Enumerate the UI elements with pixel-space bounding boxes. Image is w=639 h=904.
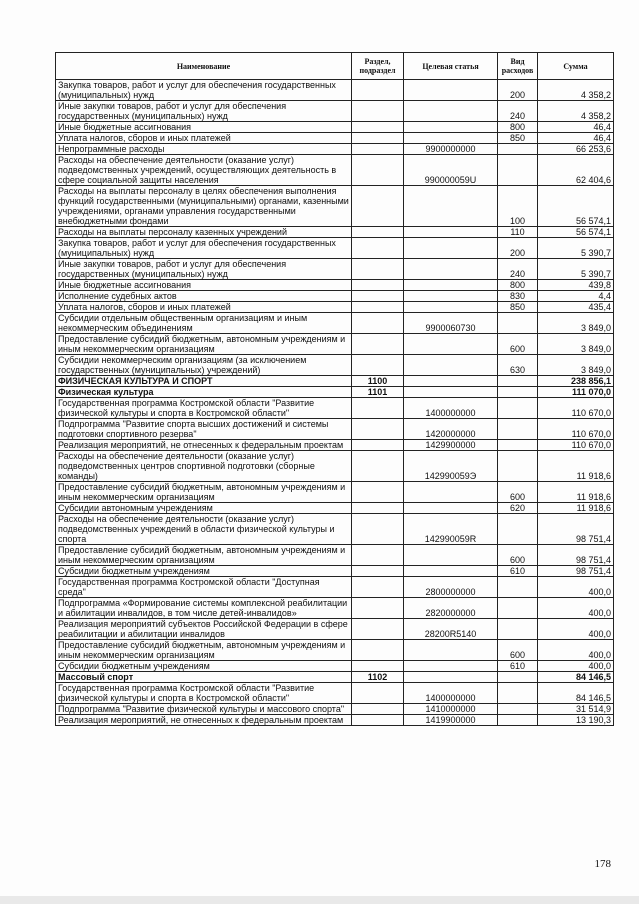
row-section-cell xyxy=(352,545,404,566)
scan-edge xyxy=(0,896,639,904)
row-section-cell xyxy=(352,291,404,302)
row-kind-cell: 200 xyxy=(498,80,538,101)
table-row xyxy=(56,715,614,726)
table-row xyxy=(56,577,614,598)
row-kind-cell xyxy=(498,387,538,398)
row-kind-cell xyxy=(498,598,538,619)
row-sum-cell: 400,0 xyxy=(538,598,614,619)
row-name-cell: ФИЗИЧЕСКАЯ КУЛЬТУРА И СПОРТ xyxy=(56,376,352,387)
row-kind-cell xyxy=(498,155,538,186)
table-header-row xyxy=(56,53,614,80)
row-sum-cell: 98 751,4 xyxy=(538,514,614,545)
row-sum-cell: 4 358,2 xyxy=(538,80,614,101)
row-sum-cell: 435,4 xyxy=(538,302,614,313)
row-target-cell: 1400000000 xyxy=(404,683,498,704)
row-target-cell: 142990059R xyxy=(404,514,498,545)
row-sum-cell: 46,4 xyxy=(538,133,614,144)
row-section-cell xyxy=(352,451,404,482)
row-sum-cell: 66 253,6 xyxy=(538,144,614,155)
row-target-cell xyxy=(404,122,498,133)
header-target: Целевая статья xyxy=(404,53,498,80)
row-section-cell xyxy=(352,302,404,313)
row-sum-cell: 11 918,6 xyxy=(538,482,614,503)
row-sum-cell: 56 574,1 xyxy=(538,186,614,227)
row-name-cell: Уплата налогов, сборов и иных платежей xyxy=(56,302,352,313)
row-target-cell xyxy=(404,672,498,683)
row-kind-cell xyxy=(498,376,538,387)
row-target-cell xyxy=(404,101,498,122)
table-row xyxy=(56,227,614,238)
row-target-cell: 1410000000 xyxy=(404,704,498,715)
table-row xyxy=(56,144,614,155)
table-row xyxy=(56,122,614,133)
row-target-cell xyxy=(404,387,498,398)
row-sum-cell: 439,8 xyxy=(538,280,614,291)
page-number: 178 xyxy=(594,858,611,870)
row-sum-cell: 56 574,1 xyxy=(538,227,614,238)
row-section-cell xyxy=(352,398,404,419)
row-name-cell: Государственная программа Костромской области "Развитие физической культуры и спорта в Костромской области" xyxy=(56,398,352,419)
row-section-cell xyxy=(352,440,404,451)
row-kind-cell xyxy=(498,514,538,545)
row-name-cell: Предоставление субсидий бюджетным, автономным учреждениям и иным некоммерческим организациям xyxy=(56,482,352,503)
row-target-cell xyxy=(404,259,498,280)
row-name-cell: Расходы на обеспечение деятельности (оказание услуг) подведомственных учреждений в области физической культуры и спорта xyxy=(56,514,352,545)
row-section-cell xyxy=(352,514,404,545)
row-name-cell: Расходы на выплаты персоналу в целях обеспечения выполнения функций государственными (муниципальными) органами, казенными учреждениями, органами управления государственными внебюджетными фондами xyxy=(56,186,352,227)
row-target-cell xyxy=(404,291,498,302)
table-row xyxy=(56,313,614,334)
row-kind-cell: 100 xyxy=(498,186,538,227)
row-name-cell: Подпрограмма "Развитие физической культуры и массового спорта" xyxy=(56,704,352,715)
row-kind-cell xyxy=(498,672,538,683)
row-section-cell xyxy=(352,101,404,122)
row-name-cell: Непрограммные расходы xyxy=(56,144,352,155)
row-sum-cell: 400,0 xyxy=(538,577,614,598)
row-section-cell xyxy=(352,704,404,715)
row-kind-cell xyxy=(498,144,538,155)
row-section-cell xyxy=(352,661,404,672)
row-kind-cell: 200 xyxy=(498,238,538,259)
row-sum-cell: 400,0 xyxy=(538,619,614,640)
row-name-cell: Реализация мероприятий субъектов Российской Федерации в сфере реабилитации и абилитации инвалидов xyxy=(56,619,352,640)
row-name-cell: Расходы на обеспечение деятельности (оказание услуг) подведомственных учреждений, осуществляющих деятельность в сфере социальной защиты населения xyxy=(56,155,352,186)
row-section-cell xyxy=(352,259,404,280)
table-row xyxy=(56,355,614,376)
row-sum-cell: 5 390,7 xyxy=(538,238,614,259)
row-sum-cell: 62 404,6 xyxy=(538,155,614,186)
row-sum-cell: 400,0 xyxy=(538,661,614,672)
table-row xyxy=(56,280,614,291)
row-name-cell: Расходы на выплаты персоналу казенных учреждений xyxy=(56,227,352,238)
row-target-cell: 1420000000 xyxy=(404,419,498,440)
row-name-cell: Закупка товаров, работ и услуг для обеспечения государственных (муниципальных) нужд xyxy=(56,80,352,101)
row-sum-cell: 31 514,9 xyxy=(538,704,614,715)
row-section-cell xyxy=(352,122,404,133)
row-section-cell xyxy=(352,155,404,186)
row-section-cell xyxy=(352,640,404,661)
header-kind: Вид расходов xyxy=(498,53,538,80)
header-sum: Сумма xyxy=(538,53,614,80)
row-name-cell: Субсидии автономным учреждениям xyxy=(56,503,352,514)
row-target-cell xyxy=(404,376,498,387)
row-target-cell: 2800000000 xyxy=(404,577,498,598)
row-kind-cell: 600 xyxy=(498,334,538,355)
row-section-cell xyxy=(352,133,404,144)
row-sum-cell: 46,4 xyxy=(538,122,614,133)
row-target-cell: 9900000000 xyxy=(404,144,498,155)
row-target-cell xyxy=(404,566,498,577)
row-name-cell: Исполнение судебных актов xyxy=(56,291,352,302)
row-kind-cell xyxy=(498,451,538,482)
table-row xyxy=(56,545,614,566)
row-kind-cell: 630 xyxy=(498,355,538,376)
row-name-cell: Реализация мероприятий, не отнесенных к федеральным проектам xyxy=(56,715,352,726)
row-kind-cell xyxy=(498,419,538,440)
row-section-cell: 1100 xyxy=(352,376,404,387)
row-name-cell: Субсидии некоммерческим организациям (за исключением государственных (муниципальных) учреждений) xyxy=(56,355,352,376)
row-section-cell xyxy=(352,577,404,598)
row-target-cell: 1429900000 xyxy=(404,440,498,451)
row-kind-cell xyxy=(498,704,538,715)
row-name-cell: Подпрограмма «Формирование системы комплексной реабилитации и абилитации инвалидов, в том числе детей-инвалидов» xyxy=(56,598,352,619)
row-section-cell xyxy=(352,355,404,376)
row-kind-cell: 620 xyxy=(498,503,538,514)
table-row xyxy=(56,661,614,672)
table-row xyxy=(56,704,614,715)
row-kind-cell xyxy=(498,683,538,704)
row-target-cell xyxy=(404,661,498,672)
row-sum-cell: 3 849,0 xyxy=(538,313,614,334)
row-name-cell: Иные закупки товаров, работ и услуг для обеспечения государственных (муниципальных) нужд xyxy=(56,259,352,280)
header-section: Раздел, подраздел xyxy=(352,53,404,80)
row-sum-cell: 5 390,7 xyxy=(538,259,614,280)
row-section-cell xyxy=(352,566,404,577)
row-target-cell xyxy=(404,503,498,514)
row-name-cell: Физическая культура xyxy=(56,387,352,398)
row-kind-cell xyxy=(498,715,538,726)
row-kind-cell xyxy=(498,398,538,419)
row-name-cell: Закупка товаров, работ и услуг для обеспечения государственных (муниципальных) нужд xyxy=(56,238,352,259)
row-section-cell xyxy=(352,482,404,503)
row-target-cell: 28200R5140 xyxy=(404,619,498,640)
row-name-cell: Подпрограмма "Развитие спорта высших достижений и системы подготовки спортивного резерва" xyxy=(56,419,352,440)
table-row xyxy=(56,186,614,227)
row-sum-cell: 11 918,6 xyxy=(538,503,614,514)
table-row xyxy=(56,376,614,387)
row-target-cell xyxy=(404,186,498,227)
row-sum-cell: 111 070,0 xyxy=(538,387,614,398)
row-kind-cell: 850 xyxy=(498,133,538,144)
row-name-cell: Уплата налогов, сборов и иных платежей xyxy=(56,133,352,144)
table-row xyxy=(56,482,614,503)
row-kind-cell: 110 xyxy=(498,227,538,238)
row-name-cell: Иные бюджетные ассигнования xyxy=(56,122,352,133)
table-row xyxy=(56,238,614,259)
row-kind-cell: 240 xyxy=(498,259,538,280)
row-sum-cell: 98 751,4 xyxy=(538,545,614,566)
row-name-cell: Государственная программа Костромской области "Развитие физической культуры и спорта в Костромской области" xyxy=(56,683,352,704)
row-kind-cell: 600 xyxy=(498,482,538,503)
table-row xyxy=(56,672,614,683)
row-section-cell xyxy=(352,619,404,640)
row-target-cell xyxy=(404,80,498,101)
row-kind-cell: 610 xyxy=(498,661,538,672)
row-sum-cell: 3 849,0 xyxy=(538,355,614,376)
row-kind-cell xyxy=(498,313,538,334)
table-row xyxy=(56,503,614,514)
table-row xyxy=(56,440,614,451)
row-kind-cell: 830 xyxy=(498,291,538,302)
row-kind-cell xyxy=(498,619,538,640)
row-target-cell: 1419900000 xyxy=(404,715,498,726)
table-row xyxy=(56,302,614,313)
row-kind-cell: 240 xyxy=(498,101,538,122)
table-row xyxy=(56,133,614,144)
table-row xyxy=(56,334,614,355)
table-row xyxy=(56,387,614,398)
table-row xyxy=(56,419,614,440)
row-kind-cell: 800 xyxy=(498,122,538,133)
row-target-cell: 9900060730 xyxy=(404,313,498,334)
row-name-cell: Расходы на обеспечение деятельности (оказание услуг) подведомственных центров спортивной подготовки (сборные команды) xyxy=(56,451,352,482)
table-row xyxy=(56,619,614,640)
row-section-cell xyxy=(352,280,404,291)
row-target-cell: 990000059U xyxy=(404,155,498,186)
table-row xyxy=(56,398,614,419)
row-kind-cell: 800 xyxy=(498,280,538,291)
table-row xyxy=(56,640,614,661)
row-name-cell: Реализация мероприятий, не отнесенных к федеральным проектам xyxy=(56,440,352,451)
row-section-cell xyxy=(352,683,404,704)
row-section-cell xyxy=(352,598,404,619)
row-section-cell xyxy=(352,334,404,355)
table-row xyxy=(56,451,614,482)
row-kind-cell xyxy=(498,577,538,598)
row-name-cell: Иные бюджетные ассигнования xyxy=(56,280,352,291)
row-target-cell xyxy=(404,355,498,376)
row-sum-cell: 84 146,5 xyxy=(538,672,614,683)
table-row xyxy=(56,566,614,577)
table-row xyxy=(56,80,614,101)
row-name-cell: Субсидии бюджетным учреждениям xyxy=(56,566,352,577)
row-name-cell: Иные закупки товаров, работ и услуг для обеспечения государственных (муниципальных) нужд xyxy=(56,101,352,122)
row-sum-cell: 400,0 xyxy=(538,640,614,661)
row-target-cell xyxy=(404,238,498,259)
table-row xyxy=(56,259,614,280)
table-row xyxy=(56,155,614,186)
row-kind-cell: 850 xyxy=(498,302,538,313)
table-row xyxy=(56,598,614,619)
row-sum-cell: 84 146,5 xyxy=(538,683,614,704)
row-target-cell xyxy=(404,482,498,503)
row-target-cell xyxy=(404,227,498,238)
table-body xyxy=(56,80,614,726)
row-target-cell: 142990059Э xyxy=(404,451,498,482)
row-target-cell xyxy=(404,280,498,291)
row-section-cell xyxy=(352,227,404,238)
table-row xyxy=(56,683,614,704)
row-target-cell xyxy=(404,133,498,144)
row-sum-cell: 4 358,2 xyxy=(538,101,614,122)
row-section-cell xyxy=(352,419,404,440)
row-name-cell: Субсидии бюджетным учреждениям xyxy=(56,661,352,672)
row-sum-cell: 238 856,1 xyxy=(538,376,614,387)
budget-table xyxy=(55,52,614,726)
row-kind-cell: 600 xyxy=(498,640,538,661)
row-name-cell: Предоставление субсидий бюджетным, автономным учреждениям и иным некоммерческим организациям xyxy=(56,334,352,355)
table-row xyxy=(56,514,614,545)
header-name: Наименование xyxy=(56,53,352,80)
row-name-cell: Массовый спорт xyxy=(56,672,352,683)
row-section-cell xyxy=(352,503,404,514)
table-row xyxy=(56,291,614,302)
row-sum-cell: 13 190,3 xyxy=(538,715,614,726)
row-sum-cell: 110 670,0 xyxy=(538,419,614,440)
row-section-cell: 1102 xyxy=(352,672,404,683)
row-sum-cell: 4,4 xyxy=(538,291,614,302)
row-name-cell: Субсидии отдельным общественным организациям и иным некоммерческим объединениям xyxy=(56,313,352,334)
row-sum-cell: 11 918,6 xyxy=(538,451,614,482)
row-section-cell xyxy=(352,715,404,726)
row-kind-cell xyxy=(498,440,538,451)
row-target-cell: 2820000000 xyxy=(404,598,498,619)
row-target-cell xyxy=(404,640,498,661)
row-target-cell xyxy=(404,545,498,566)
row-kind-cell: 610 xyxy=(498,566,538,577)
row-kind-cell: 600 xyxy=(498,545,538,566)
row-sum-cell: 110 670,0 xyxy=(538,398,614,419)
table-row xyxy=(56,101,614,122)
row-section-cell xyxy=(352,313,404,334)
row-name-cell: Предоставление субсидий бюджетным, автономным учреждениям и иным некоммерческим организациям xyxy=(56,545,352,566)
row-sum-cell: 98 751,4 xyxy=(538,566,614,577)
row-sum-cell: 3 849,0 xyxy=(538,334,614,355)
row-section-cell xyxy=(352,186,404,227)
row-section-cell xyxy=(352,80,404,101)
row-section-cell xyxy=(352,238,404,259)
row-name-cell: Государственная программа Костромской области "Доступная среда" xyxy=(56,577,352,598)
row-section-cell: 1101 xyxy=(352,387,404,398)
row-name-cell: Предоставление субсидий бюджетным, автономным учреждениям и иным некоммерческим организациям xyxy=(56,640,352,661)
row-sum-cell: 110 670,0 xyxy=(538,440,614,451)
row-target-cell xyxy=(404,302,498,313)
row-section-cell xyxy=(352,144,404,155)
row-target-cell xyxy=(404,334,498,355)
row-target-cell: 1400000000 xyxy=(404,398,498,419)
